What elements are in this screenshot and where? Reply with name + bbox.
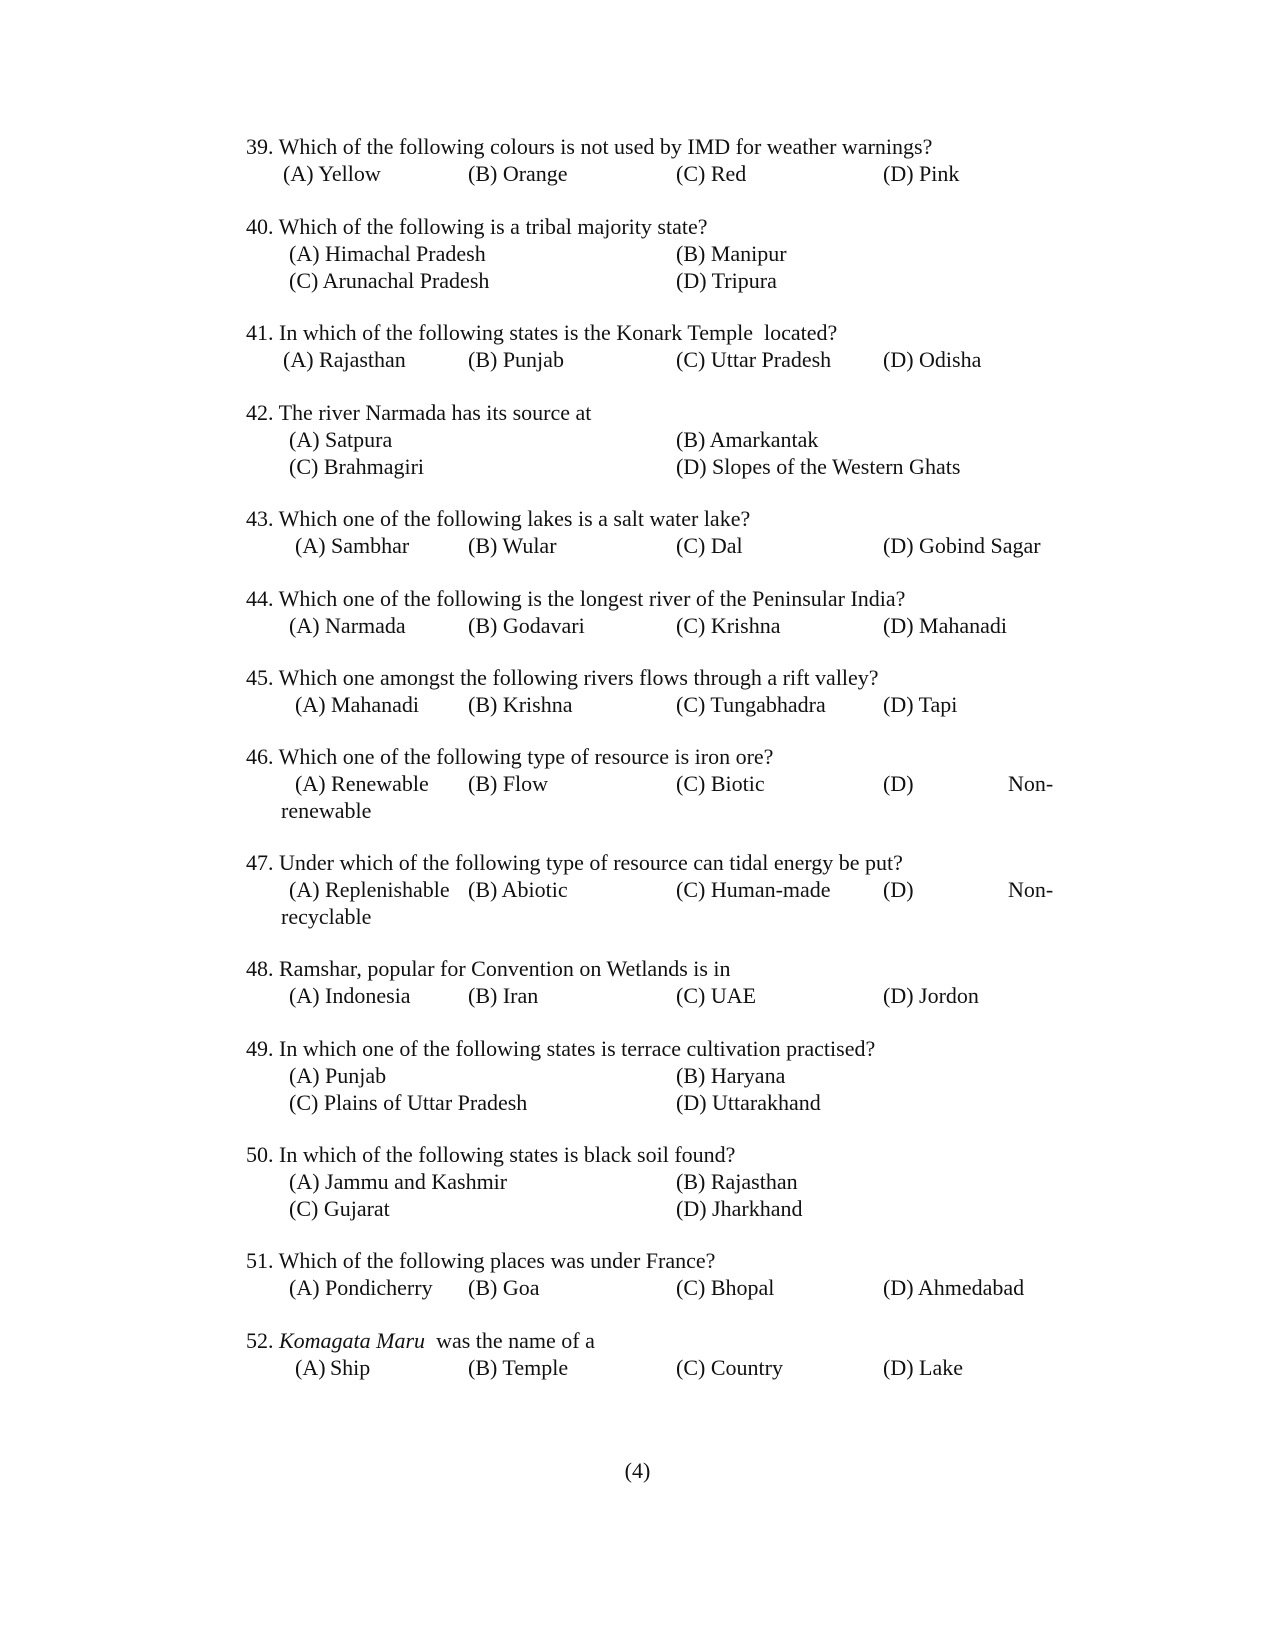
question-number: 50. <box>246 1142 274 1167</box>
question-48 <box>246 955 1076 1009</box>
question-41 <box>246 319 1076 373</box>
option-d: (D) Gobind Sagar <box>883 533 1041 558</box>
options-row <box>246 453 1076 480</box>
option-a: (A) Satpura <box>289 427 393 452</box>
question-50 <box>246 1141 1076 1222</box>
options-row <box>246 1354 1076 1381</box>
question-40 <box>246 213 1076 294</box>
option-d: (D) Mahanadi <box>883 613 1008 638</box>
options-row <box>246 876 1076 903</box>
option-d: (D) Ahmedabad <box>883 1275 1025 1300</box>
question-text: The river Narmada has its source at <box>278 400 592 425</box>
option-c: (C) Gujarat <box>289 1196 390 1221</box>
question-stem <box>246 133 1076 160</box>
option-a: (A) Ship <box>295 1355 371 1380</box>
options-row <box>246 1168 1076 1195</box>
option-c: (C) Tungabhadra <box>676 692 826 717</box>
option-a: (A) Rajasthan <box>283 347 406 372</box>
question-46 <box>246 743 1076 824</box>
option-b: (B) Krishna <box>468 692 573 717</box>
option-b: (B) Temple <box>468 1355 569 1380</box>
question-stem <box>246 505 1076 532</box>
option-a: (A) Renewable <box>295 771 429 796</box>
option-b: (B) Haryana <box>676 1063 786 1088</box>
question-number: 47. <box>246 850 274 875</box>
question-stem <box>246 955 1076 982</box>
option-a: (A) Himachal Pradesh <box>289 241 486 266</box>
question-text: Under which of the following type of resource can tidal energy be put? <box>279 850 903 875</box>
question-text: In which of the following states is the Konark Temple located? <box>279 320 838 345</box>
question-number: 51. <box>246 1248 274 1273</box>
option-c: (C) Biotic <box>676 771 765 796</box>
option-c: (C) Red <box>676 161 747 186</box>
options-row <box>246 770 1076 797</box>
question-stem <box>246 743 1076 770</box>
option-d-continuation: renewable <box>281 798 372 823</box>
question-51 <box>246 1247 1076 1301</box>
options-row <box>246 346 1076 373</box>
question-stem <box>246 1035 1076 1062</box>
option-a: (A) Sambhar <box>295 533 410 558</box>
option-c: (C) Arunachal Pradesh <box>289 268 490 293</box>
question-number: 39. <box>246 134 274 159</box>
question-stem <box>246 664 1076 691</box>
option-d: (D) <box>883 877 914 902</box>
ship-name: Komagata Maru <box>279 1328 426 1353</box>
option-d: (D) Jordon <box>883 983 979 1008</box>
options-row <box>246 532 1076 559</box>
option-a: (A) Pondicherry <box>289 1275 433 1300</box>
option-c: (C) Uttar Pradesh <box>676 347 832 372</box>
question-44 <box>246 585 1076 639</box>
option-a: (A) Punjab <box>289 1063 387 1088</box>
question-45 <box>246 664 1076 718</box>
option-d: (D) Uttarakhand <box>676 1090 821 1115</box>
options-row <box>246 1089 1076 1116</box>
options-row <box>246 1274 1076 1301</box>
options-row <box>246 267 1076 294</box>
option-b: (B) Wular <box>468 533 557 558</box>
options-row <box>246 1195 1076 1222</box>
question-stem <box>246 213 1076 240</box>
option-d: (D) Odisha <box>883 347 982 372</box>
question-number: 40. <box>246 214 274 239</box>
option-d: (D) Slopes of the Western Ghats <box>676 454 961 479</box>
options-row <box>246 1062 1076 1089</box>
option-d: (D) Lake <box>883 1355 964 1380</box>
question-52 <box>246 1327 1076 1381</box>
options-row <box>246 240 1076 267</box>
question-text: Which of the following places was under France? <box>278 1248 716 1273</box>
option-d: (D) Tapi <box>883 692 958 717</box>
question-47 <box>246 849 1076 930</box>
option-d: (D) Jharkhand <box>676 1196 803 1221</box>
option-a: (A) Jammu and Kashmir <box>289 1169 508 1194</box>
option-b: (B) Manipur <box>676 241 787 266</box>
question-49 <box>246 1035 1076 1116</box>
option-a: (A) Yellow <box>283 161 381 186</box>
question-number: 48. <box>246 956 274 981</box>
option-d: (D) <box>883 771 914 796</box>
question-number: 46. <box>246 744 274 769</box>
question-43 <box>246 505 1076 559</box>
question-text: In which of the following states is black soil found? <box>279 1142 736 1167</box>
option-b: (B) Abiotic <box>468 877 568 902</box>
option-d-continuation: recyclable <box>281 904 372 929</box>
options-row <box>246 982 1076 1009</box>
question-stem <box>246 1327 1076 1354</box>
page-number: (4) <box>624 1458 651 1483</box>
option-c: (C) Krishna <box>676 613 781 638</box>
question-stem <box>246 1247 1076 1274</box>
option-d-text: Non- <box>1008 771 1054 796</box>
question-text: Which one of the following type of resource is iron ore? <box>278 744 774 769</box>
options-row <box>246 426 1076 453</box>
question-stem <box>246 319 1076 346</box>
option-b: (B) Goa <box>468 1275 540 1300</box>
question-text: Which of the following colours is not used by IMD for weather warnings? <box>278 134 933 159</box>
question-number: 52. <box>246 1328 274 1353</box>
question-39 <box>246 133 1076 187</box>
question-text: Which one of the following is the longest river of the Peninsular India? <box>278 586 906 611</box>
question-number: 44. <box>246 586 274 611</box>
question-text: Ramshar, popular for Convention on Wetlands is in <box>279 956 731 981</box>
option-a: (A) Mahanadi <box>295 692 420 717</box>
question-stem <box>246 585 1076 612</box>
option-c: (C) Plains of Uttar Pradesh <box>289 1090 528 1115</box>
option-c: (C) UAE <box>676 983 757 1008</box>
option-c: (C) Human-made <box>676 877 831 902</box>
option-b: (B) Amarkantak <box>676 427 819 452</box>
option-a: (A) Replenishable <box>289 877 450 902</box>
option-d-text: Non- <box>1008 877 1054 902</box>
options-row <box>246 612 1076 639</box>
options-row <box>246 691 1076 718</box>
question-text: In which one of the following states is terrace cultivation practised? <box>279 1036 876 1061</box>
question-stem <box>246 849 1076 876</box>
option-c: (C) Bhopal <box>676 1275 775 1300</box>
option-d: (D) Pink <box>883 161 960 186</box>
option-d: (D) Tripura <box>676 268 777 293</box>
option-b: (B) Rajasthan <box>676 1169 798 1194</box>
option-b: (B) Flow <box>468 771 549 796</box>
option-b: (B) Iran <box>468 983 539 1008</box>
option-a: (A) Narmada <box>289 613 406 638</box>
option-c: (C) Country <box>676 1355 783 1380</box>
question-number: 42. <box>246 400 274 425</box>
question-number: 45. <box>246 665 274 690</box>
question-text: Which one of the following lakes is a salt water lake? <box>278 506 751 531</box>
question-stem <box>246 399 1076 426</box>
question-stem <box>246 1141 1076 1168</box>
option-c: (C) Brahmagiri <box>289 454 425 479</box>
option-b: (B) Godavari <box>468 613 585 638</box>
option-b: (B) Orange <box>468 161 568 186</box>
question-number: 49. <box>246 1036 274 1061</box>
question-number: 43. <box>246 506 274 531</box>
options-row <box>246 160 1076 187</box>
option-b: (B) Punjab <box>468 347 564 372</box>
question-text: Which of the following is a tribal majority state? <box>278 214 708 239</box>
option-c: (C) Dal <box>676 533 743 558</box>
option-a: (A) Indonesia <box>289 983 411 1008</box>
question-text: Which one amongst the following rivers flows through a rift valley? <box>278 665 879 690</box>
question-42 <box>246 399 1076 480</box>
question-text: was the name of a <box>425 1328 595 1353</box>
question-number: 41. <box>246 320 274 345</box>
